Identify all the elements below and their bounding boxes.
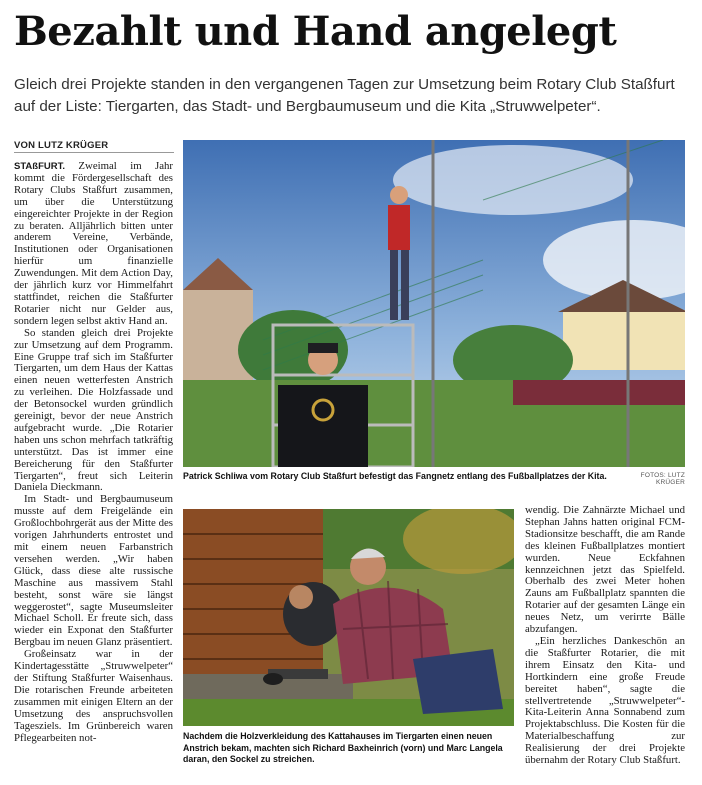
lead-paragraph: Gleich drei Projekte standen in den vergangenen Tagen zur Umsetzung beim Rotary Club Staßfurt auf der Liste: Tiergarten, das Stadt- und Bergbaumuseum und die Kita „Struwwelpeter“. <box>14 76 675 115</box>
article-column-1 <box>14 161 173 744</box>
photo-credit: FOTOS: LUTZ KRÜGER <box>640 472 685 486</box>
paragraph: Im Stadt- und Bergbaumuseum musste auf dem Freigelände ein Großlochbohrgerät aus der Mitte des vorigen Jahrhunderts entrostet und mit einem neuen Farbanstrich versehen werden. „Wir haben Glück, dass diese alte russische Maschine aus massivem Stahl besteht, sonst wäre sie längst weggerostet“, sagte Museumsleiter Michael Scholl. Er freute sich, dass wieder ein Exponat den Staßfurter Bergbau im neuen Glanz präsentiert. <box>14 493 173 649</box>
paragraph: Großeinsatz war in der Kindertagesstätte „Struwwelpeter“ der Stiftung Staßfurter Waisenhaus. Die rotarischen Freunde arbeiteten zusammen mit einigen Eltern an der Umsetzung des anspruchsvollen Tagesziels. Im Grünbereich waren Pflegearbeiten not- <box>14 648 173 744</box>
article-column-3 <box>525 505 685 767</box>
byline-divider <box>14 152 174 153</box>
dateline: STAßFURT. <box>14 161 66 172</box>
paragraph: STAßFURT. Zweimal im Jahr kommt die Fördergesellschaft des Rotary Clubs Staßfurt zusammen, um über die Unterstützung eingereichter Projekte in der Region zu beraten. Alljährlich bitten unter anderem Vereine, Verbände, Institutionen oder Organisationen hierfür um finanzielle Zuwendungen. Mit dem Action Day, der jährlich kurz vor Himmelfahrt stattfindet, reichen die Staßfurter Rotarier nicht nur Gelder aus, sondern legen selbst aktiv Hand an. <box>14 160 173 327</box>
photo-caption-1: Patrick Schliwa vom Rotary Club Staßfurt befestigt das Fangnetz entlang des Fußballplatzes der Kita. <box>183 471 607 481</box>
photo-painting-base <box>183 509 514 726</box>
byline: VON LUTZ KRÜGER <box>14 140 109 151</box>
photo-net-installation <box>183 140 685 467</box>
photo-caption-2: Nachdem die Holzverkleidung des Kattahauses im Tiergarten einen neuen Anstrich bekam, machten sich Richard Baxheinrich (vorn) und Marc Langela daran, den Sockel zu streichen. <box>183 731 503 764</box>
headline: Bezahlt und Hand angelegt <box>14 8 617 55</box>
paragraph: So standen gleich drei Projekte zur Umsetzung auf dem Programm. Eine Gruppe traf sich im Staßfurter Tiergarten, um dem Haus der Kattas einen neuen wetterfesten Anstrich zu verleihen. Die Holzfassade und der Betonsockel wurden gründlich gereinigt, bevor der neue Anstrich aufgebracht wurde. „Die Rotarier haben uns schon mehrfach tatkräftig unterstützt. Das ist immer eine Bereicherung für den Staßfurter Tiergarten“, freut sich Leiterin Daniela Dieckmann. <box>14 326 173 494</box>
paragraph: „Ein herzliches Dankeschön an die Staßfurter Rotarier, die mit ihrem Einsatz den Kita- und Hortkindern eine große Freude bereitet haben“, sagte die stellvertretende „Struwwelpeter“-Kita-Leiterin Anna Sonnabend zum Projektabschluss. Die Kosten für die Materialbeschaffung zur Realisierung der drei Projekte übernahm der Rotary Club Staßfurt. <box>525 634 685 767</box>
paragraph: wendig. Die Zahnärzte Michael und Stephan Jahns hatten original FCM-Stadionsitze beschafft, die am Rande des kleinen Fußballplatzes montiert wurden. Neue Eckfahnen kennzeichnen jetzt das Spielfeld. Oberhalb des zwei Meter hohen Zauns am Fußballplatz spannten die Rotarier auf der gesamten Länge ein neues Netz, um verirrte Bälle abzufangen. <box>525 504 685 636</box>
